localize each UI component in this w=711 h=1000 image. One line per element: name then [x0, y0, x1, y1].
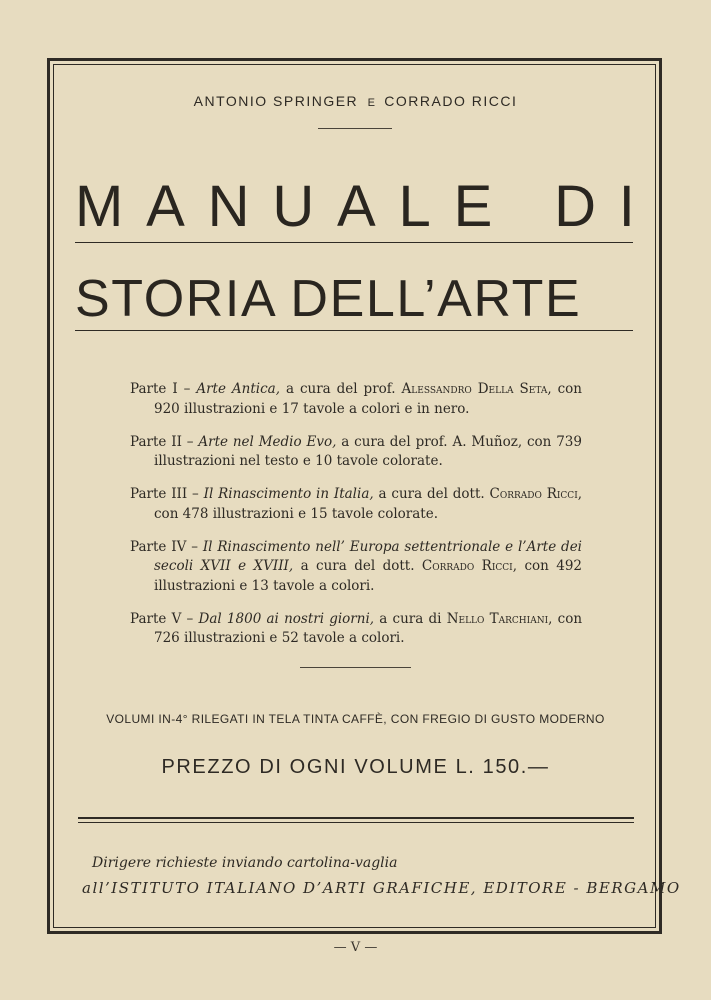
part-curator: A. Muñoz,	[452, 433, 523, 450]
title-letter: D	[554, 174, 596, 239]
part-work: Dal 1800 ai nostri giorni,	[198, 610, 375, 627]
volumes-note: VOLUMI IN-4° RILEGATI IN TELA TINTA CAFFÈ, CON FREGIO DI GUSTO MODERNO	[106, 712, 605, 726]
title-line-1	[75, 176, 635, 238]
title-letter-gap	[515, 176, 531, 238]
author-springer: ANTONIO SPRINGER	[193, 93, 359, 109]
part-label: Parte I –	[130, 381, 191, 397]
title-line-2: STORIA DELL’ARTE	[75, 270, 582, 328]
authors-line	[0, 93, 711, 109]
part-entry	[130, 380, 582, 419]
part-label: Parte III –	[130, 486, 199, 502]
direction-line-2: all’ISTITUTO ITALIANO D’ARTI GRAFICHE, EDITORE - BERGAMO	[82, 879, 681, 897]
part-curator-prefix: a cura del dott.	[300, 558, 415, 574]
part-curator-prefix: a cura del prof.	[341, 433, 448, 450]
part-curator-prefix: a cura di	[379, 610, 442, 627]
part-entry	[130, 538, 582, 597]
part-work: Il Rinascimento nell’ Europa settentrionale e l’Arte dei secoli XVII e XVIII,	[154, 538, 582, 574]
part-details: con 920 illustrazioni e 17 tavole a colori e in nero.	[154, 381, 582, 417]
part-label: Parte II –	[130, 433, 194, 450]
part-curator-prefix: a cura del dott.	[378, 486, 485, 502]
part-details: con 478 illustrazioni e 15 tavole colorate.	[154, 505, 439, 522]
part-label: Parte IV –	[130, 538, 198, 555]
title-letter: A	[146, 174, 185, 239]
title-letter: I	[618, 174, 635, 239]
author-ricci: CORRADO RICCI	[384, 93, 518, 109]
part-details: con 492 illustrazioni e 13 tavole a colori.	[154, 558, 583, 594]
part-entry	[130, 610, 582, 649]
part-details: con 739 illustrazioni nel testo e 10 tavole colorate.	[154, 433, 582, 469]
part-work: Arte nel Medio Evo,	[198, 433, 337, 450]
page-number: — V —	[333, 940, 378, 955]
double-rule-bottom	[78, 822, 634, 823]
part-work: Il Rinascimento in Italia,	[203, 486, 374, 502]
part-entry	[130, 485, 582, 524]
part-curator: Alessandro Della Seta,	[401, 381, 552, 397]
parts-list	[130, 380, 582, 658]
part-entry	[130, 433, 582, 472]
double-rule-top	[78, 817, 634, 819]
title-letter: M	[75, 174, 124, 239]
part-curator: Corrado Ricci,	[421, 558, 518, 574]
authors-divider	[318, 128, 392, 129]
part-curator-prefix: a cura del prof.	[285, 381, 396, 397]
price-line: PREZZO DI OGNI VOLUME L. 150.—	[161, 756, 550, 778]
title-letter: E	[453, 174, 493, 239]
part-label: Parte V –	[130, 610, 194, 627]
title-letter: L	[398, 174, 431, 239]
authors-conjunction: E	[367, 97, 375, 109]
part-work: Arte Antica,	[196, 381, 280, 397]
title-underline-1	[75, 242, 633, 243]
title-letter: N	[207, 174, 250, 239]
direction-line-1: Dirigere richieste inviando cartolina-vaglia	[92, 855, 398, 871]
title-underline-2	[75, 330, 633, 331]
part-curator: Nello Tarchiani,	[446, 610, 553, 627]
part-curator: Corrado Ricci,	[489, 486, 583, 502]
section-divider	[300, 667, 411, 668]
title-letter: U	[272, 174, 315, 239]
part-details: con 726 illustrazioni e 52 tavole a colori.	[154, 610, 583, 646]
title-letter: A	[337, 174, 376, 239]
